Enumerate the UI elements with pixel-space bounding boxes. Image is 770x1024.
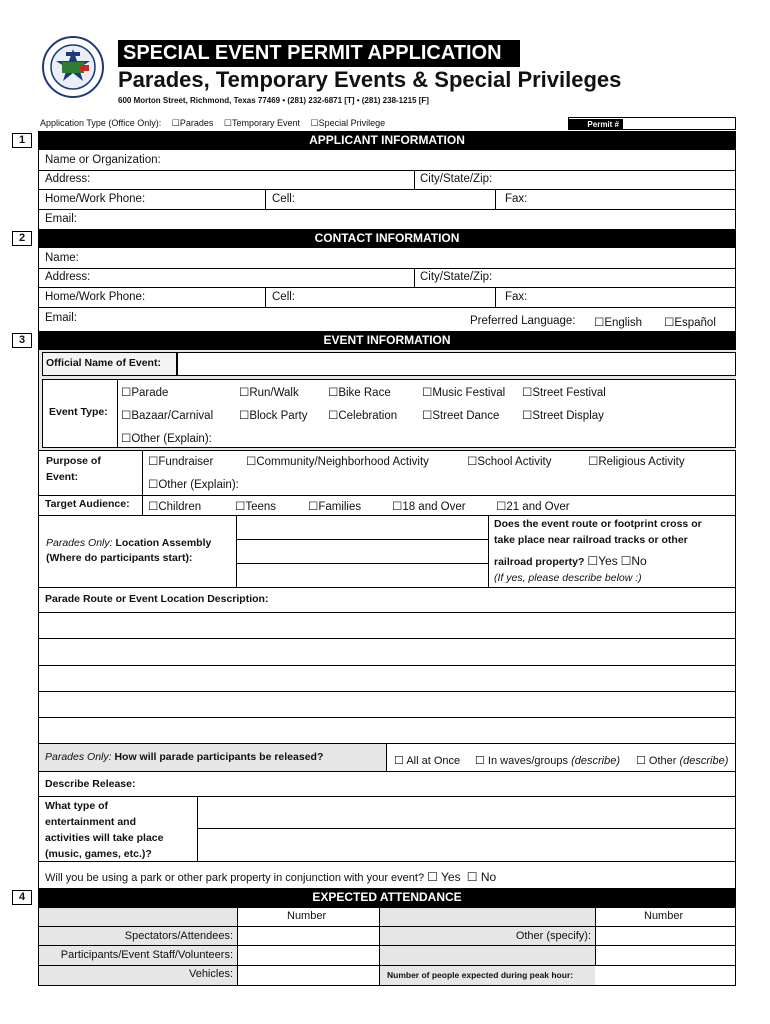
type-street-dance-checkbox[interactable]: ☐ Street Dance	[422, 408, 499, 422]
section-2-number: 2	[12, 231, 32, 246]
assembly-input-3[interactable]	[237, 564, 488, 587]
city-seal-logo	[42, 36, 104, 98]
applicant-city-field[interactable]: City/State/Zip:	[420, 173, 493, 185]
entertainment-label-4: (music, games, etc.)?	[45, 848, 152, 860]
event-type-label: Event Type:	[49, 406, 108, 418]
official-event-name-label: Official Name of Event:	[46, 357, 161, 369]
section-4-number: 4	[12, 890, 32, 905]
release-all-at-once-checkbox[interactable]: ☐ All at Once	[394, 755, 461, 767]
permit-number-label: Permit #	[569, 119, 623, 130]
release-all-at-once-label: All at Once	[406, 755, 461, 767]
peak-hour-number-input[interactable]	[596, 966, 736, 985]
applicant-address-field[interactable]: Address:	[45, 173, 91, 185]
peak-hour-label: Number of people expected during peak hour:	[387, 970, 574, 980]
railroad-question-3: railroad property?	[494, 556, 585, 568]
contact-address-field[interactable]: Address:	[45, 271, 91, 283]
apptype-special-privilege-checkbox[interactable]: ☐ Special Privilege	[311, 118, 386, 128]
assembly-italic: Parades Only:	[46, 537, 113, 549]
release-label	[45, 751, 323, 763]
purpose-other-checkbox[interactable]: ☐ Other (Explain):	[148, 477, 239, 491]
park-yes-checkbox[interactable]: ☐ Yes	[427, 870, 461, 884]
release-waves-checkbox[interactable]: ☐ In waves/groups (describe)	[475, 755, 620, 767]
vehicles-label: Vehicles:	[188, 968, 233, 980]
applicant-name-field[interactable]: Name or Organization:	[45, 154, 161, 166]
section-1-number: 1	[12, 133, 32, 148]
contact-email-field[interactable]: Email:	[45, 312, 77, 324]
spectators-label: Spectators/Attendees:	[124, 930, 233, 942]
audience-21-over-checkbox[interactable]: ☐ 21 and Over	[496, 499, 570, 513]
purpose-label-1: Purpose of	[46, 455, 101, 467]
applicant-cell-field[interactable]: Cell:	[272, 193, 296, 205]
purpose-fundraiser-checkbox[interactable]: ☐ Fundraiser	[148, 454, 213, 468]
railroad-question-1: Does the event route or footprint cross or	[494, 518, 702, 530]
applicant-phone-field[interactable]: Home/Work Phone:	[45, 193, 146, 205]
park-no-label: No	[480, 870, 497, 884]
other-number-input[interactable]	[596, 927, 736, 945]
contact-name-field[interactable]: Name:	[45, 252, 79, 264]
release-other-checkbox[interactable]: ☐ Other (describe)	[636, 755, 729, 767]
application-type-label: Application Type (Office Only):	[40, 118, 162, 128]
other-specify-label: Other (specify):	[515, 930, 591, 942]
official-event-name-input[interactable]	[177, 352, 736, 376]
target-audience-label: Target Audience:	[45, 498, 130, 510]
entertainment-label-2: entertainment and	[45, 816, 137, 828]
applicant-email-field[interactable]: Email:	[45, 213, 77, 225]
entertainment-label-1: What type of	[45, 800, 108, 812]
entertainment-label-3: activities will take place	[45, 832, 164, 844]
assembly-label	[46, 537, 211, 549]
apptype-temporary-event-checkbox[interactable]: ☐ Temporary Event	[224, 118, 300, 128]
railroad-question-3-row	[494, 554, 647, 568]
park-question-row	[45, 870, 496, 884]
type-parade-checkbox[interactable]: ☐ Parade	[121, 385, 168, 399]
type-run-walk-checkbox[interactable]: ☐ Run/Walk	[239, 385, 299, 399]
office-address: 600 Morton Street, Richmond, Texas 77469 • (281) 232-6871 [T] • (281) 238-1215 [F]	[118, 96, 429, 105]
spectators-number-input[interactable]	[238, 927, 379, 945]
describe-release-label: Describe Release:	[45, 778, 136, 790]
contact-information-header: CONTACT INFORMATION	[38, 229, 736, 248]
attendance-number-header-1: Number	[287, 910, 327, 922]
purpose-label-2: Event:	[46, 471, 79, 483]
assembly-label-line2: (Where do participants start):	[46, 552, 193, 564]
park-yes-label: Yes	[441, 870, 461, 884]
type-bike-race-checkbox[interactable]: ☐ Bike Race	[328, 385, 391, 399]
audience-children-checkbox[interactable]: ☐ Children	[148, 499, 201, 513]
participants-label: Participants/Event Staff/Volunteers:	[60, 949, 233, 961]
audience-families-checkbox[interactable]: ☐ Families	[308, 499, 361, 513]
contact-city-field[interactable]: City/State/Zip:	[420, 271, 493, 283]
section-3-number: 3	[12, 333, 32, 348]
assembly-bold: Location Assembly	[115, 537, 212, 549]
release-italic: Parades Only:	[45, 751, 112, 763]
type-celebration-checkbox[interactable]: ☐ Celebration	[328, 408, 397, 422]
railroad-yes-checkbox[interactable]: ☐ Yes	[587, 554, 617, 568]
contact-phone-field[interactable]: Home/Work Phone:	[45, 291, 146, 303]
type-other-checkbox[interactable]: ☐ Other (Explain):	[121, 431, 212, 445]
route-description-input[interactable]	[39, 613, 736, 743]
purpose-community-checkbox[interactable]: ☐ Community/Neighborhood Activity	[246, 454, 429, 468]
form-title: SPECIAL EVENT PERMIT APPLICATION	[118, 40, 520, 67]
type-bazaar-carnival-checkbox[interactable]: ☐ Bazaar/Carnival	[121, 408, 213, 422]
vehicles-number-input[interactable]	[238, 966, 379, 985]
audience-18-over-checkbox[interactable]: ☐ 18 and Over	[392, 499, 466, 513]
applicant-fax-field[interactable]: Fax:	[505, 193, 528, 205]
describe-release-input[interactable]	[170, 772, 736, 795]
event-information-header: EVENT INFORMATION	[38, 331, 736, 350]
railroad-no-checkbox[interactable]: ☐ No	[621, 554, 647, 568]
application-type-row	[40, 118, 393, 129]
form-subtitle: Parades, Temporary Events & Special Privileges	[118, 67, 622, 92]
applicant-information-header: APPLICANT INFORMATION	[38, 131, 736, 150]
assembly-input-1[interactable]	[237, 516, 488, 539]
preferred-language-label: Preferred Language:	[470, 315, 576, 327]
type-block-party-checkbox[interactable]: ☐ Block Party	[239, 408, 307, 422]
entertainment-input[interactable]	[198, 797, 736, 861]
language-espanol-checkbox[interactable]: ☐ Español	[664, 315, 716, 329]
release-waves-label: In waves/groups	[487, 755, 569, 767]
release-other-label: Other	[648, 755, 677, 767]
route-description-label: Parade Route or Event Location Description:	[45, 593, 269, 605]
permit-number-field[interactable]	[568, 117, 736, 130]
assembly-input-2[interactable]	[237, 540, 488, 563]
railroad-question-2: take place near railroad tracks or other	[494, 534, 688, 546]
park-question: Will you be using a park or other park property in conjunction with your event?	[45, 872, 425, 884]
type-street-festival-checkbox[interactable]: ☐ Street Festival	[522, 385, 606, 399]
contact-cell-field[interactable]: Cell:	[272, 291, 296, 303]
type-street-display-checkbox[interactable]: ☐ Street Display	[522, 408, 604, 422]
contact-fax-field[interactable]: Fax:	[505, 291, 528, 303]
park-no-checkbox[interactable]: ☐ No	[466, 870, 497, 884]
release-bold: How will parade participants be released?	[114, 751, 324, 763]
purpose-school-checkbox[interactable]: ☐ School Activity	[467, 454, 551, 468]
participants-number-input[interactable]	[238, 946, 379, 965]
type-music-festival-checkbox[interactable]: ☐ Music Festival	[422, 385, 505, 399]
audience-teens-checkbox[interactable]: ☐ Teens	[235, 499, 276, 513]
release-waves-describe: (describe)	[571, 755, 620, 767]
railroad-note: (If yes, please describe below :)	[494, 572, 642, 584]
purpose-religious-checkbox[interactable]: ☐ Religious Activity	[588, 454, 685, 468]
release-other-describe: (describe)	[679, 755, 729, 767]
attendance-number-header-2: Number	[644, 910, 684, 922]
expected-attendance-header: EXPECTED ATTENDANCE	[38, 888, 736, 907]
apptype-parades-checkbox[interactable]: ☐ Parades	[172, 118, 214, 128]
language-english-checkbox[interactable]: ☐ English	[594, 315, 642, 329]
